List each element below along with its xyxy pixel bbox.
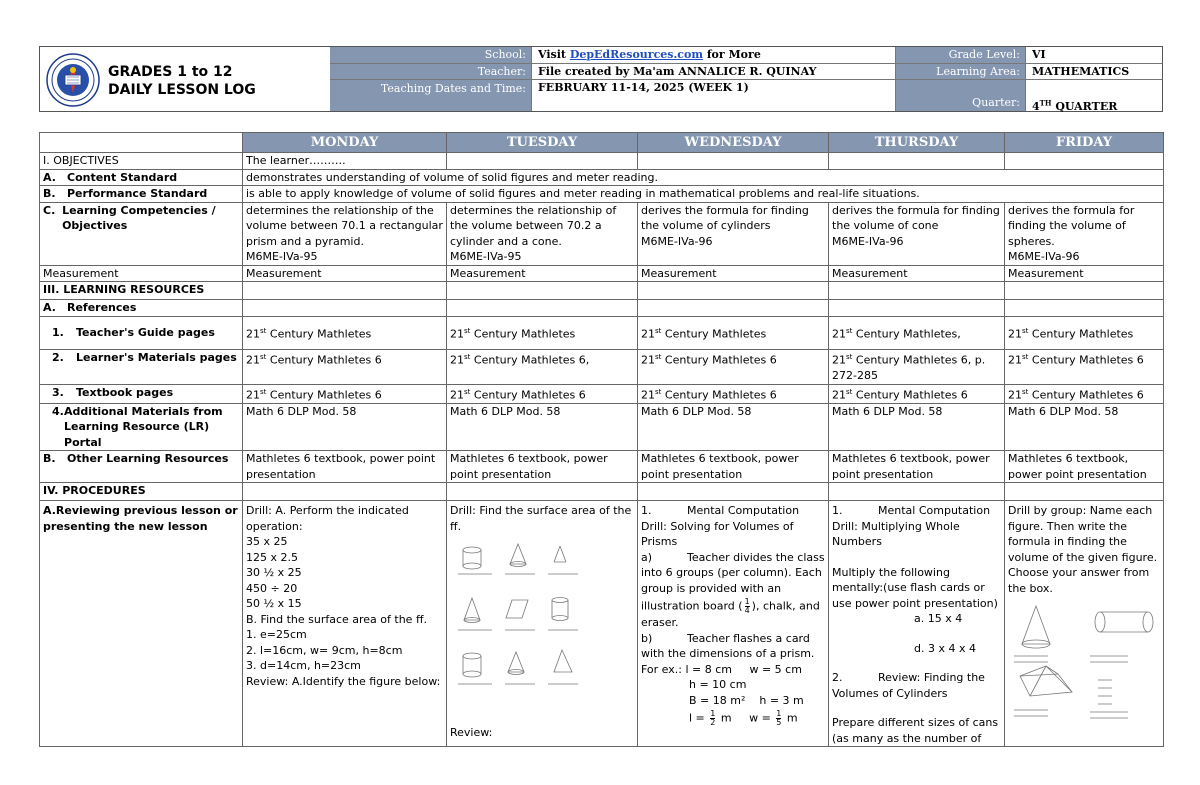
lesson-log-table (39, 132, 1164, 747)
wed-example-1: For ex.: l = 8 cm w = 5 cm (641, 662, 802, 676)
thu-item-a: a. 15 x 4 (914, 612, 963, 626)
row-label-text: Textbook pages (76, 385, 174, 399)
thu-drill: Drill: Multiplying Whole Numbers (832, 519, 960, 549)
list-num: 2. (832, 671, 843, 685)
competency-wednesday: derives the formula for finding the volume of cylinders M6ME-IVa-96 (638, 202, 829, 265)
proc-wednesday (638, 483, 829, 501)
textbook-pages-row (40, 384, 1164, 403)
competency-tuesday: determines the relationship of the volume between 70.2 a cylinder and a cone. M6ME-IVa-95 (447, 202, 638, 265)
row-num: B. (43, 187, 56, 200)
tg-pages-row (40, 317, 1164, 350)
ref-monday (243, 300, 447, 317)
objectives-monday: The learner………. (243, 153, 447, 170)
learning-area-label: Learning Area: (896, 64, 1026, 80)
text-part: illustration board ( (641, 599, 743, 613)
list-num: 1. (641, 504, 652, 518)
competency-thursday: derives the formula for finding the volume of cone M6ME-IVa-96 (829, 202, 1005, 265)
title-line-2: DAILY LESSON LOG (108, 82, 256, 98)
content-standard-text: demonstrates understanding of volume of solid figures and meter reading. (243, 169, 1164, 186)
row-num: C. (43, 203, 56, 217)
tg-tuesday: 21st Century Mathletes (447, 317, 638, 350)
row-num: B. (43, 452, 56, 466)
lm-friday: 21st Century Mathletes 6 (1005, 350, 1164, 385)
title-line-1: GRADES 1 to 12 (108, 64, 233, 80)
teacher-label: Teacher: (330, 64, 532, 80)
lm-thursday: 21st Century Mathletes 6, p. 272-285 (829, 350, 1005, 385)
text-part: m w = (717, 711, 775, 725)
objectives-thursday (829, 153, 1005, 170)
row-num: 1. (52, 326, 64, 340)
row-label-reviewing: A.Reviewing previous lesson or presenting the new lesson (40, 501, 243, 747)
tg-thursday: 21st Century Mathletes, (829, 317, 1005, 350)
school-value (532, 47, 896, 64)
row-num: A. (43, 301, 56, 314)
performance-standard-row (40, 186, 1164, 203)
am-wednesday: Math 6 DLP Mod. 58 (638, 403, 829, 451)
proc-monday (243, 483, 447, 501)
list-num: 1. (832, 504, 843, 518)
lm-tuesday: 21st Century Mathletes 6, (447, 350, 638, 385)
depedresources-link[interactable]: DepEdResources.com (569, 48, 703, 61)
references-row (40, 300, 1164, 317)
objectives-row (40, 153, 1164, 170)
row-label-other-resources (40, 451, 243, 483)
list-text: Review: Finding the Volumes of Cylinders (832, 671, 985, 700)
lm-pages-row (40, 350, 1164, 385)
measurement-wednesday: Measurement (638, 265, 829, 282)
tb-friday: 21st Century Mathletes 6 (1005, 384, 1164, 403)
text-part: ), chalk, and eraser. (641, 599, 820, 630)
wed-drill: Drill: Solving for Volumes of Prisms (641, 519, 794, 549)
competencies-row (40, 202, 1164, 265)
wed-example-3: B = 18 m² h = 3 m (689, 693, 804, 707)
row-label-text: References (67, 301, 137, 314)
tb-wednesday: 21st Century Mathletes 6 (638, 384, 829, 403)
day-tuesday: TUESDAY (447, 133, 638, 153)
tg-wednesday: 21st Century Mathletes (638, 317, 829, 350)
thu-item-2 (832, 670, 1001, 701)
measurement-row (40, 265, 1164, 282)
day-header-blank (40, 133, 243, 153)
teaching-dates-value: FEBRUARY 11-14, 2025 (WEEK 1) (532, 80, 896, 111)
list-num: a) (641, 550, 653, 564)
content-standard-row (40, 169, 1164, 186)
denominator: 5 (776, 718, 782, 728)
objectives-tuesday (447, 153, 638, 170)
quarter-label: Quarter: (896, 80, 1026, 111)
reviewing-tuesday (447, 501, 638, 747)
row-label-text: Learning Competencies / Objectives (62, 203, 216, 232)
row-label-procedures: IV. PROCEDURES (40, 483, 243, 501)
list-num: b) (641, 631, 653, 645)
measurement-thursday: Measurement (829, 265, 1005, 282)
row-label-text: Performance Standard (67, 187, 208, 200)
ref-friday (1005, 300, 1164, 317)
am-tuesday: Math 6 DLP Mod. 58 (447, 403, 638, 451)
row-label-text: Learner's Materials pages (76, 351, 237, 364)
reviewing-row (40, 501, 1164, 747)
school-suffix: for More (702, 48, 761, 61)
tuesday-review-text: Review: (450, 726, 493, 740)
fraction-half (710, 710, 715, 727)
learning-area-value: MATHEMATICS (1026, 64, 1162, 80)
objectives-wednesday (638, 153, 829, 170)
measurement-friday: Measurement (1005, 265, 1164, 282)
reviewing-wednesday (638, 501, 829, 747)
list-text: Teacher divides the class into 6 groups (per column). Each group is provided with an (641, 550, 825, 595)
or-tuesday: Mathletes 6 textbook, power point presentation (447, 451, 638, 483)
row-label-competencies (40, 202, 243, 265)
row-num: 2. (52, 351, 64, 364)
proc-thursday (829, 483, 1005, 501)
quarter-number: 4TH QUARTER (1032, 98, 1118, 113)
row-label-text: Teacher's Guide pages (76, 326, 215, 340)
wed-item-a (641, 550, 825, 597)
denominator: 4 (744, 606, 750, 616)
reviewing-thursday (829, 501, 1005, 747)
school-label: School: (330, 47, 532, 64)
lr-wednesday (638, 282, 829, 300)
or-thursday: Mathletes 6 textbook, power point presentation (829, 451, 1005, 483)
day-monday: MONDAY (243, 133, 447, 153)
row-label-text: Content Standard (67, 170, 178, 184)
row-num: 3. (52, 385, 64, 399)
row-label-tg-pages (40, 317, 243, 350)
denominator: 2 (710, 718, 716, 728)
row-label-lm-pages (40, 350, 243, 385)
row-label-textbook-pages (40, 384, 243, 403)
list-text: Teacher flashes a card with the dimensions of a prism. (641, 631, 815, 661)
tb-monday: 21st Century Mathletes 6 (243, 384, 447, 403)
or-wednesday: Mathletes 6 textbook, power point presentation (638, 451, 829, 483)
competency-friday: derives the formula for finding the volume of spheres. M6ME-IVa-96 (1005, 202, 1164, 265)
lm-wednesday: 21st Century Mathletes 6 (638, 350, 829, 385)
logo-box (40, 47, 331, 111)
thu-multiply: Multiply the following mentally:(use flash cards or use power point presentation) (832, 565, 998, 610)
wed-item-1 (641, 503, 825, 519)
row-label-references (40, 300, 243, 317)
fraction-fifth (776, 710, 781, 727)
ref-tuesday (447, 300, 638, 317)
competency-monday: determines the relationship of the volume between 70.1 a rectangular prism and a pyramid. M6ME-IVa-95 (243, 202, 447, 265)
numerator: 1 (776, 709, 782, 719)
day-friday: FRIDAY (1005, 133, 1164, 153)
lesson-log-title (108, 63, 256, 99)
measurement-monday: Measurement (243, 265, 447, 282)
surface-area-figures-image (450, 538, 630, 708)
text-part: m (783, 711, 798, 725)
lesson-log-header (39, 46, 1163, 112)
wed-item-b (641, 631, 825, 662)
fraction-quarter (745, 598, 750, 615)
row-num: A. (43, 170, 56, 184)
am-monday: Math 6 DLP Mod. 58 (243, 403, 447, 451)
row-label-content-standard (40, 169, 243, 186)
teacher-value: File created by Ma'am ANNALICE R. QUINAY (532, 64, 896, 80)
row-label-text: Other Learning Resources (67, 452, 229, 466)
row-label-additional-materials (40, 403, 243, 451)
other-resources-row (40, 451, 1164, 483)
lr-tuesday (447, 282, 638, 300)
row-num: 4. (52, 404, 64, 418)
school-prefix: Visit (538, 48, 570, 61)
measurement-tuesday: Measurement (447, 265, 638, 282)
ref-wednesday (638, 300, 829, 317)
lr-thursday (829, 282, 1005, 300)
row-label-objectives: I. OBJECTIVES (40, 153, 243, 170)
lr-friday (1005, 282, 1164, 300)
row-label-performance-standard (40, 186, 243, 203)
procedures-row (40, 483, 1164, 501)
proc-tuesday (447, 483, 638, 501)
volume-figures-image (1008, 600, 1158, 730)
tg-friday: 21st Century Mathletes (1005, 317, 1164, 350)
day-thursday: THURSDAY (829, 133, 1005, 153)
row-label-text: Additional Materials from Learning Resource (LR) Portal (64, 404, 223, 449)
grade-level-value: VI (1026, 47, 1162, 64)
quarter-value (1026, 80, 1162, 111)
performance-standard-text: is able to apply knowledge of volume of solid figures and meter reading in mathematical problems and real-life situations. (243, 186, 1164, 203)
wed-illustration-board (641, 598, 825, 631)
teaching-dates-label: Teaching Dates and Time: (330, 80, 532, 111)
additional-materials-row (40, 403, 1164, 451)
row-label-learning-resources: III. LEARNING RESOURCES (40, 282, 243, 300)
deped-seal-icon (46, 53, 100, 107)
wed-example-2: h = 10 cm (689, 678, 747, 692)
thu-prepare: Prepare different sizes of cans (as many as the number of (832, 716, 999, 745)
tg-monday: 21st Century Mathletes (243, 317, 447, 350)
am-thursday: Math 6 DLP Mod. 58 (829, 403, 1005, 451)
list-text: Mental Computation (687, 504, 800, 518)
reviewing-monday: Drill: A. Perform the indicated operation: 35 x 25 125 x 2.5 30 ½ x 25 450 ÷ 20 50 ½ x 15 B. Find the surface area of the ff. 1. e=25cm 2. l=16cm, w= 9cm, h=8cm 3. d=14cm, h=23cm Review: A.Identify the figure below: (243, 501, 447, 747)
numerator: 1 (710, 709, 716, 719)
thu-item-1 (832, 503, 1001, 519)
friday-drill-text: Drill by group: Name each figure. Then write the formula in finding the volume of the given figure. Choose your answer from the box. (1008, 504, 1158, 595)
lm-monday: 21st Century Mathletes 6 (243, 350, 447, 385)
wed-example-4 (641, 710, 825, 727)
grade-level-label: Grade Level: (896, 47, 1026, 64)
or-monday: Mathletes 6 textbook, power point presentation (243, 451, 447, 483)
tb-thursday: 21st Century Mathletes 6 (829, 384, 1005, 403)
tb-tuesday: 21st Century Mathletes 6 (447, 384, 638, 403)
day-header-row (40, 133, 1164, 153)
proc-friday (1005, 483, 1164, 501)
ref-thursday (829, 300, 1005, 317)
thu-item-d: d. 3 x 4 x 4 (914, 641, 976, 655)
tuesday-drill-text: Drill: Find the surface area of the ff. (450, 504, 632, 533)
learning-resources-row (40, 282, 1164, 300)
reviewing-friday (1005, 501, 1164, 747)
row-label-measurement: Measurement (40, 265, 243, 282)
day-wednesday: WEDNESDAY (638, 133, 829, 153)
text-part: l = (689, 711, 709, 725)
or-friday: Mathletes 6 textbook, power point presentation (1005, 451, 1164, 483)
numerator: 1 (744, 597, 750, 607)
am-friday: Math 6 DLP Mod. 58 (1005, 403, 1164, 451)
objectives-friday (1005, 153, 1164, 170)
list-text: Mental Computation (878, 504, 991, 518)
lr-monday (243, 282, 447, 300)
